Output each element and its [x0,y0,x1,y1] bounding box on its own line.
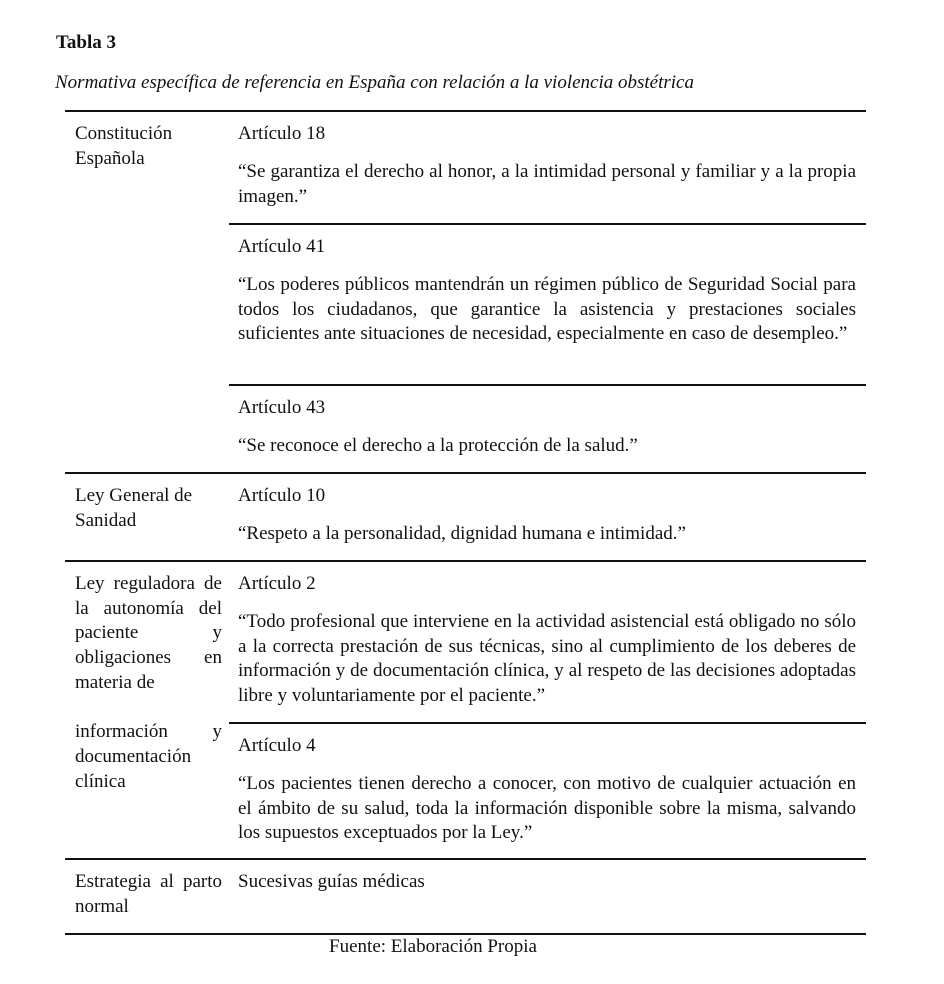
section-divider [65,858,866,860]
row-divider [229,223,866,225]
row-divider [229,384,866,386]
article-title: Artículo 10 [238,485,326,506]
article-title: Artículo 41 [238,236,326,257]
law-sanidad: Ley General de Sanidad [75,485,193,531]
table-source: Fuente: Elaboración Propia [329,936,537,957]
row-divider [229,722,866,724]
article-title: Artículo 2 [238,573,316,594]
section-divider [65,472,866,474]
table-label: Tabla 3 [56,32,117,53]
article-title: Sucesivas guías médicas [238,871,425,892]
article-title: Artículo 18 [238,123,326,144]
article-text: “Respeto a la personalidad, dignidad humana e intimidad.” [238,523,686,544]
article-text: “Los pacientes tienen derecho a conocer, con motivo de cualquier actuación en el ámbito de su salud, toda la información disponible sobre la misma, salvando los supuestos exceptuados por la Ley.” [238,773,856,844]
law-constitucion: Constitución Española [75,123,173,169]
section-divider [65,560,866,562]
article-text: “Se reconoce el derecho a la protección de la salud.” [238,435,638,456]
article-title: Artículo 43 [238,397,326,418]
article-text: “Los poderes públicos mantendrán un régimen público de Seguridad Social para todos los ciudadanos, que garantice la asistencia y prestaciones sociales suficientes ante situaciones de necesidad, especialmente en caso de desempleo.” [238,274,856,345]
table-caption: Normativa específica de referencia en España con relación a la violencia obstétrica [55,72,694,93]
article-title: Artículo 4 [238,735,316,756]
article-text: “Se garantiza el derecho al honor, a la intimidad personal y familiar y a la propia imagen.” [238,161,856,207]
law-estrategia-parto: Estrategia al parto normal [75,871,222,917]
article-text: “Todo profesional que interviene en la actividad asistencial está obligado no sólo a la correcta prestación de sus técnicas, sino al cumplimiento de los deberes de información y de documentación clínica, y al respeto de las decisiones adoptadas libre y voluntariamente por el paciente.” [238,611,856,706]
table-top-rule [65,110,866,112]
law-autonomia-paciente: Ley reguladora de la autonomía del paciente y obligaciones en materia de información y documentación clínica [75,573,222,792]
